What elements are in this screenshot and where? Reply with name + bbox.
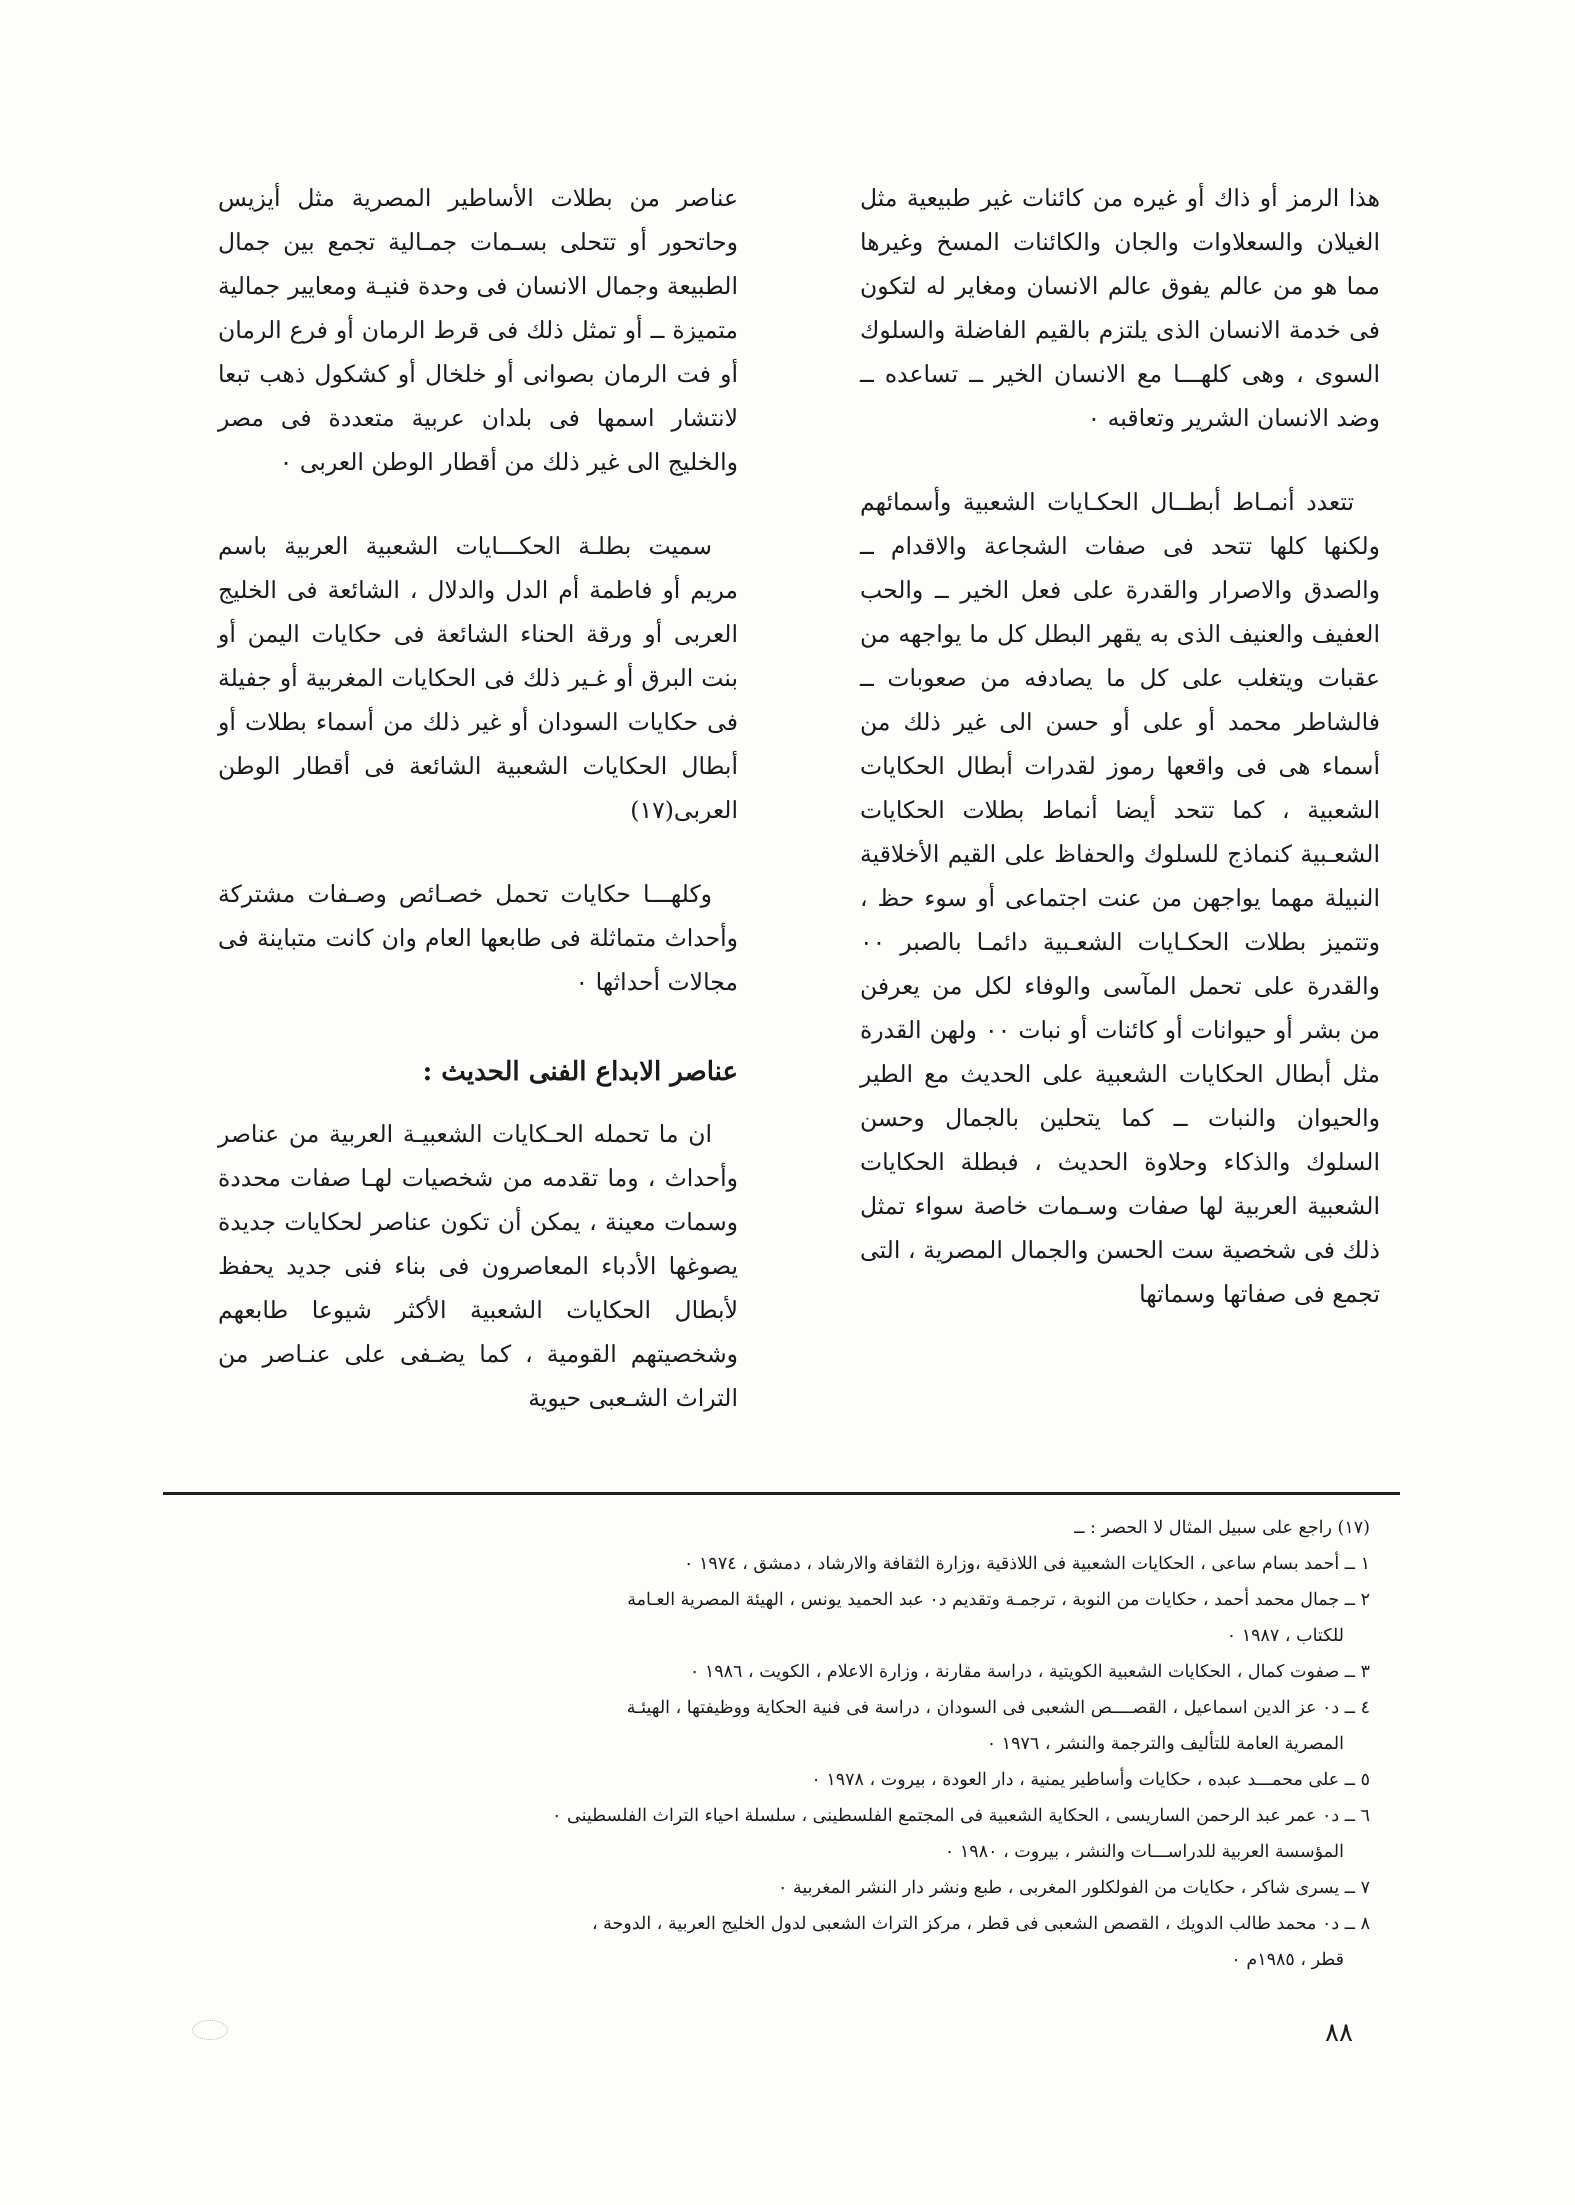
footnote-text: ٦ ــ د٠ عمر عبد الرحمن الساريسى ، الحكاية الشعبية فى المجتمع الفلسطينى ، سلسلة احياء التراث الفلسطينى ٠	[552, 1806, 1370, 1826]
footnote-continuation: للكتاب ، ١٩٨٧ ٠	[1226, 1626, 1344, 1646]
footnote-divider	[163, 1492, 1400, 1495]
footnote-continuation: المصرية العامة للتأليف والترجمة والنشر ، ١٩٧٦ ٠	[986, 1734, 1344, 1754]
footnote-item	[190, 1654, 1370, 1690]
footnote-text: ٥ ــ على محمـــد عبده ، حكايات وأساطير يمنية ، دار العودة ، بيروت ، ١٩٧٨ ٠	[811, 1770, 1370, 1790]
footnote-text: ٢ ــ جمال محمد أحمد ، حكايات من النوبة ، ترجمـة وتقديم د٠ عبد الحميد يونس ، الهيئة المصرية العـامة	[627, 1590, 1370, 1610]
footnotes	[190, 1510, 1370, 1978]
section-heading: عناصر الابداع الفنى الحديث :	[422, 1057, 738, 1087]
paragraph: سميت بطلـة الحكـــايات الشعبية العربية باسم مريم أو فاطمة أم الدل والدلال ، الشائعة فى الخليج العربى أو ورقة الحناء الشائعة فى حكايات اليمن أو بنت البرق أو غـير ذلك فى الحكايات المغربية أو جفيلة فى حكايات السودان أو غير ذلك من أسماء بطلات أو أبطال الحكايات الشعبية الشائعة فى أقطار الوطن العربى(١٧)	[218, 532, 738, 824]
footnote-text: ١ ــ أحمد بسام ساعى ، الحكايات الشعبية فى اللاذقية ،وزارة الثقافة والارشاد ، دمشق ، ١٩٧٤ ٠	[684, 1554, 1370, 1574]
footnote-item	[190, 1906, 1370, 1978]
footnote-item	[190, 1762, 1370, 1798]
footnote-heading: (١٧) راجع على سبيل المثال لا الحصر : ــ	[1074, 1518, 1370, 1538]
footnote-text: ٧ ــ يسرى شاكر ، حكايات من الفولكلور المغربى ، طبع ونشر دار النشر المغربية ٠	[778, 1878, 1370, 1898]
scan-smudge	[192, 2020, 228, 2040]
paragraph: عناصر من بطلات الأساطير المصرية مثل أيزيس وحاتحور أو تتحلى بسـمات جمـالية تجمع بين جمال الطبيعة وجمال الانسان فى وحدة فنيـة ومعايير جمالية متميزة ــ أو تمثل ذلك فى قرط الرمان أو فرع الرمان أو فت الرمان بصوانى أو خلخال أو كشكول ذهب تبعا لانتشار اسمها فى بلدان عربية متعددة فى مصر والخليج الى غير ذلك من أقطار الوطن العربى ٠	[218, 184, 738, 476]
footnote-text: ٨ ــ د٠ محمد طالب الدويك ، القصص الشعبى فى قطر ، مركز التراث الشعبى لدول الخليج العربية ، الدوحة ،	[591, 1914, 1370, 1934]
footnote-text: ٣ ــ صفوت كمال ، الحكايات الشعبية الكويتية ، دراسة مقارنة ، وزارة الاعلام ، الكويت ، ١٩٨٦ ٠	[689, 1662, 1370, 1682]
footnote-text: ٤ ــ د٠ عز الدين اسماعيل ، القصــــص الشعبى فى السودان ، دراسة فى فنية الحكاية ووظيفتها ، الهيئـة	[626, 1698, 1370, 1718]
footnote-item	[190, 1546, 1370, 1582]
paragraph: ان ما تحمله الحـكايات الشعبيـة العربية من عناصر وأحداث ، وما تقدمه من شخصيات لهـا صفات محددة وسمات معينة ، يمكن أن تكون عناصر لحكايات جديدة يصوغها الأدباء المعاصرون فى بناء فنى جديد يحفظ لأبطال الحكايات الشعبية الأكثر شيوعا طابعهم وشخصيتهم القومية ، كما يضـفى على عنـاصر من التراث الشـعبى حيوية	[218, 1120, 738, 1412]
footnote-continuation: المؤسسة العربية للدراســـات والنشر ، بيروت ، ١٩٨٠ ٠	[944, 1842, 1344, 1862]
paragraph: وكلهـــا حكايات تحمل خصـائص وصـفات مشتركة وأحداث متماثلة فى طابعها العام وان كانت متباينة فى مجالات أحداثها ٠	[218, 880, 738, 996]
paragraph: تتعدد أنمـاط أبطــال الحكـايات الشعبية وأسمائهم ولكنها كلها تتحد فى صفات الشجاعة والاقدام ــ والصدق والاصرار والقدرة على فعل الخير ــ والحب العفيف والعنيف الذى به يقهر البطل كل ما يواجهه من عقبات ويتغلب على كل ما يصادفه من صعوبات ــ فالشاطر محمد أو على أو حسن الى غير ذلك من أسماء هى فى واقعها رموز لقدرات أبطال الحكايات الشعبية ، كما تتحد أيضا أنماط بطلات الحكايات الشعـبية كنماذج للسلوك والحفاظ على القيم الأخلاقية النبيلة مهما يواجهن من عنت اجتماعى أو سوء حظ ، وتتميز بطلات الحكـايات الشعـبية دائمـا بالصبر ٠٠ والقدرة على تحمل المآسى والوفاء لكل من يعرفن من بشر أو حيوانات أو كائنات أو نبات ٠٠ ولهن القدرة مثل أبطال الحكايات الشعبية على الحديث مع الطير والحيوان والنبات ــ كما يتحلين بالجمال وحسن السلوك والذكاء وحلاوة الحديث ، فبطلة الحكايات الشعبية العربية لها صفات وسـمات خاصة سواء تمثل ذلك فى شخصية ست الحسن والجمال المصرية ، التى تجمع فى صفاتها وسماتها	[860, 488, 1380, 1308]
footnote-item	[190, 1690, 1370, 1762]
footnote-item	[190, 1582, 1370, 1654]
paragraph: هذا الرمز أو ذاك أو غيره من كائنات غير طبيعية مثل الغيلان والسعلاوات والجان والكائنات المسخ وغيرها مما هو من عالم يفوق عالم الانسان ومغاير له لتكون فى خدمة الانسان الذى يلتزم بالقيم الفاضلة والسلوك السوى ، وهى كلهـــا مع الانسان الخير ــ تساعده ــ وضد الانسان الشرير وتعاقبه ٠	[860, 184, 1380, 432]
footnote-item	[190, 1798, 1370, 1870]
page-number: ٨٨	[1325, 2018, 1353, 2048]
text-column-right	[860, 176, 1380, 1316]
footnote-continuation: قطر ، ١٩٨٥م ٠	[1231, 1950, 1344, 1970]
text-column-left	[218, 176, 738, 1420]
footnote-item	[190, 1870, 1370, 1906]
